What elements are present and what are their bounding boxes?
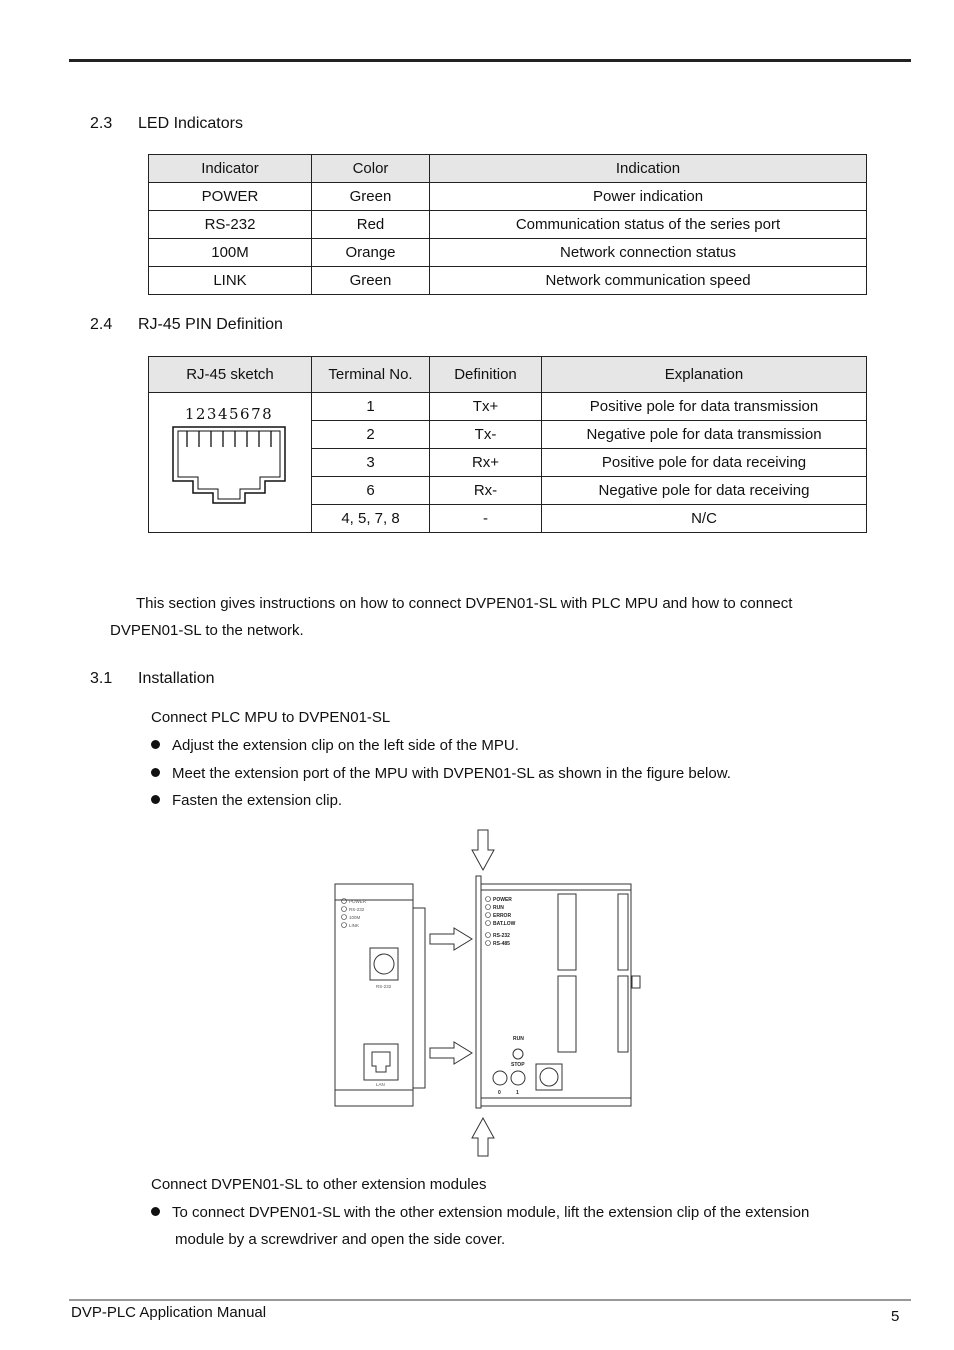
table-cell: LINK	[149, 267, 312, 295]
bullet-item	[151, 1204, 809, 1221]
led-label: RS-232	[349, 907, 365, 912]
bullet-text: Meet the extension port of the MPU with DVPEN01-SL as shown in the figure below.	[172, 765, 731, 782]
footer-rule	[69, 1299, 911, 1301]
table-header: Color	[312, 155, 430, 183]
mpu-status-label: RUN	[493, 905, 504, 911]
down-arrow-icon	[472, 830, 494, 870]
table-cell: Positive pole for data receiving	[542, 449, 867, 477]
table-cell: 100M	[149, 239, 312, 267]
section-number: 2.3	[90, 115, 113, 132]
table-header: Terminal No.	[312, 357, 430, 393]
page-number: 5	[891, 1308, 900, 1325]
bullet-dot-icon	[151, 740, 160, 749]
section-heading-installation	[90, 670, 215, 688]
table-cell: Negative pole for data receiving	[542, 477, 867, 505]
table-cell: Positive pole for data transmission	[542, 393, 867, 421]
lan-port-label: LAN	[376, 1082, 385, 1087]
table-row	[149, 239, 867, 267]
intro-line-2: DVPEN01-SL to the network.	[110, 622, 304, 639]
table-cell: RS-232	[149, 211, 312, 239]
table-cell: Communication status of the series port	[430, 211, 867, 239]
section-title: Installation	[138, 670, 215, 687]
table-header: Indication	[430, 155, 867, 183]
table-cell: 4, 5, 7, 8	[312, 505, 430, 533]
bullet-item	[151, 765, 731, 782]
intro-line-1: This section gives instructions on how to connect DVPEN01-SL with PLC MPU and how to connect	[136, 595, 793, 612]
bullet-item	[151, 737, 519, 754]
mpu-status-label: RS-232	[493, 933, 510, 939]
table-cell: Tx+	[430, 393, 542, 421]
bullet-text: Adjust the extension clip on the left side of the MPU.	[172, 737, 519, 754]
bullet-dot-icon	[151, 768, 160, 777]
rj45-table	[148, 356, 867, 533]
table-row	[149, 267, 867, 295]
bullet-text: Fasten the extension clip.	[172, 792, 343, 809]
lan-port-icon	[364, 1044, 398, 1080]
table-header-row	[149, 357, 867, 393]
table-cell: 3	[312, 449, 430, 477]
table-cell: 1	[312, 393, 430, 421]
table-cell: Network communication speed	[430, 267, 867, 295]
rj45-sketch-cell	[149, 393, 312, 533]
right-arrow-icon	[430, 928, 472, 950]
up-arrow-icon	[472, 1118, 494, 1156]
bullet-text: To connect DVPEN01-SL with the other extension module, lift the extension clip of the extension	[172, 1204, 810, 1221]
bullet-item	[151, 792, 342, 809]
table-cell: Tx-	[430, 421, 542, 449]
section-number: 2.4	[90, 316, 113, 333]
led-table	[148, 154, 867, 295]
led-label: LINK	[349, 923, 360, 928]
header-rule	[69, 59, 911, 62]
table-cell: Rx+	[430, 449, 542, 477]
mpu-status-label: RS-485	[493, 941, 510, 947]
table-cell: 2	[312, 421, 430, 449]
subheading-connect-mpu: Connect PLC MPU to DVPEN01-SL	[151, 709, 391, 726]
table-cell: Negative pole for data transmission	[542, 421, 867, 449]
rj45-sketch-icon	[149, 393, 309, 529]
mpu-status-label: ERROR	[493, 913, 512, 919]
table-row	[149, 183, 867, 211]
table-cell: -	[430, 505, 542, 533]
table-cell: POWER	[149, 183, 312, 211]
table-cell: Green	[312, 183, 430, 211]
bullet-dot-icon	[151, 795, 160, 804]
table-header: RJ-45 sketch	[149, 357, 312, 393]
bullet-text-continuation: module by a screwdriver and open the side cover.	[175, 1231, 506, 1248]
rs232-port-label: RS-232	[376, 984, 392, 989]
svg-text:12345678: 12345678	[184, 405, 274, 423]
table-cell: Power indication	[430, 183, 867, 211]
table-cell: Rx-	[430, 477, 542, 505]
led-label: POWER	[349, 899, 367, 904]
right-arrow-icon	[430, 1042, 472, 1064]
installation-figure	[330, 828, 650, 1158]
table-row	[149, 211, 867, 239]
table-cell: Orange	[312, 239, 430, 267]
led-label: 100M	[349, 915, 361, 920]
table-header: Indicator	[149, 155, 312, 183]
pot-label: 0	[498, 1090, 501, 1096]
stop-label: STOP	[511, 1062, 525, 1068]
mpu-status-label: BAT.LOW	[493, 921, 516, 927]
table-row	[149, 393, 867, 421]
section-number: 3.1	[90, 670, 113, 687]
table-cell: Red	[312, 211, 430, 239]
table-cell: Network connection status	[430, 239, 867, 267]
run-label: RUN	[513, 1036, 524, 1042]
section-heading-rj45	[90, 316, 283, 334]
footer-manual-title: DVP-PLC Application Manual	[71, 1304, 267, 1321]
table-header: Definition	[430, 357, 542, 393]
table-cell: N/C	[542, 505, 867, 533]
table-header-row	[149, 155, 867, 183]
table-cell: 6	[312, 477, 430, 505]
bullet-dot-icon	[151, 1207, 160, 1216]
subheading-connect-extension: Connect DVPEN01-SL to other extension modules	[151, 1176, 487, 1193]
pot-label: 1	[516, 1090, 519, 1096]
table-cell: Green	[312, 267, 430, 295]
section-title: LED Indicators	[138, 115, 243, 132]
section-title: RJ-45 PIN Definition	[138, 316, 283, 333]
section-heading-led	[90, 115, 243, 133]
mpu-status-label: POWER	[493, 897, 512, 903]
table-header: Explanation	[542, 357, 867, 393]
